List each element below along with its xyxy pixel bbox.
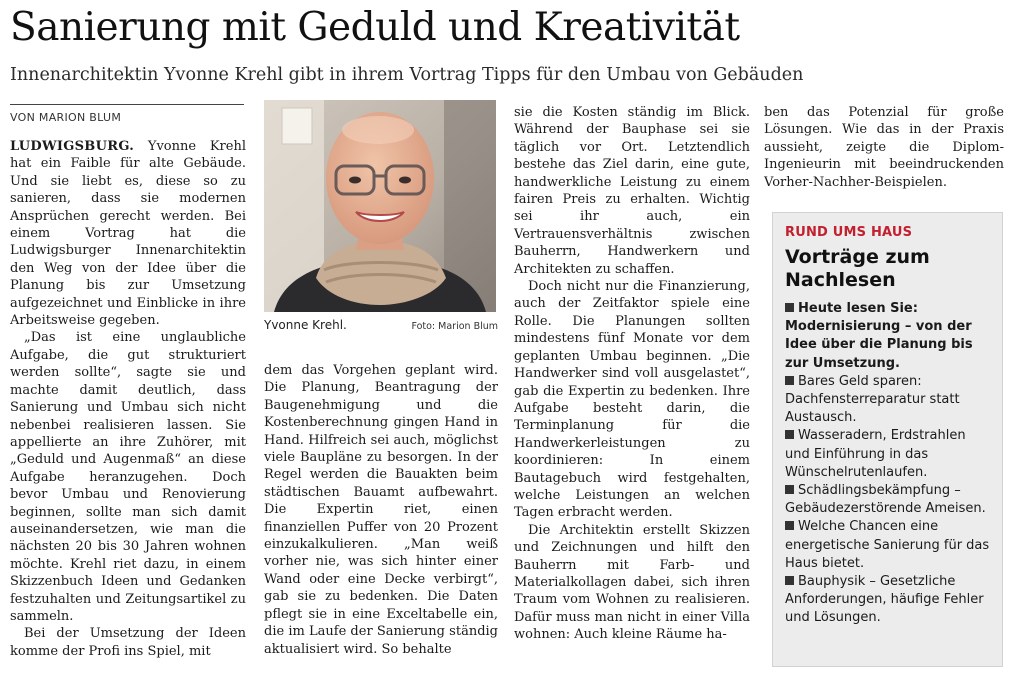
paragraph: Bei der Umsetzung der Ideen komme der Profi ins Spiel, mit — [10, 626, 246, 659]
paragraph — [10, 138, 246, 329]
text-column-4 — [764, 104, 1004, 191]
text-column-2 — [264, 362, 498, 658]
sidebar-list-item — [785, 373, 990, 428]
portrait-photo — [264, 100, 496, 312]
paragraph: dem das Vorgehen geplant wird. Die Planung, Beantragung der Baugenehmigung und die Kostenberechnung gingen Hand in Hand. Hilfreich sei auch, möglichst viele Baupläne zu besorgen. In der Regel werden die Bauakten beim städtischen Bauamt aufbewahrt. Die Expertin riet, einen finanziellen Puffer von 20 Prozent einzukalkulieren. „Man weiß vorher nie, was sich hinter einer Wand oder eine Decke verbirgt“, gab sie zu bedenken. Die Daten pflegt sie in eine Exceltabelle ein, die im Laufe der Sanierung ständig aktualisiert wird. So behalte — [264, 363, 498, 657]
paragraph: ben das Potenzial für große Lösungen. Wie das in der Praxis aussieht, zeigte die Diplom-Ingenieurin mit beeindruckenden Vorher-Nachher-Beispielen. — [764, 105, 1004, 190]
square-bullet-icon — [785, 376, 794, 385]
sidebar-item-text: Wasseradern, Erdstrahlen und Einführung in das Wünschelrutenlaufen. — [785, 428, 966, 480]
sidebar-title: Vorträge zum Nachlesen — [785, 246, 930, 291]
square-bullet-icon — [785, 430, 794, 439]
sidebar-item-text: Heute lesen Sie: Modernisierung – von der Idee über die Planung bis zur Umsetzung. — [785, 301, 973, 371]
portrait-image — [264, 100, 496, 312]
sidebar-box — [772, 212, 1003, 667]
paragraph-text: Yvonne Krehl hat ein Faible für alte Gebäude. Und sie liebt es, diese so zu sanieren, dass sie modernen Ansprüchen gerecht werden. Bei einem Vortrag hat die Ludwigsburger Innenarchitektin den Weg von der Idee über die Planung bis zur Umsetzung aufgezeichnet und Einblicke in ihre Arbeitsweise gegeben. — [10, 139, 246, 329]
sidebar-list-item — [785, 573, 990, 628]
sidebar-item-text: Bares Geld sparen: Dachfensterreparatur statt Austausch. — [785, 373, 960, 426]
sidebar-item-text: Welche Chancen eine energetische Sanierung für das Haus bietet. — [785, 519, 990, 571]
sidebar-list-item — [785, 300, 990, 373]
article-byline: VON MARION BLUM — [10, 104, 244, 124]
article-headline: Sanierung mit Geduld und Kreativität — [10, 5, 740, 50]
sidebar-list-item — [785, 482, 990, 518]
caption-text: Yvonne Krehl. — [264, 318, 347, 332]
sidebar-list-item — [785, 427, 990, 482]
paragraph: „Das ist eine unglaubliche Aufgabe, die gut strukturiert werden sollte“, sagte sie und machte damit deutlich, dass Sanierung und Umbau sich nicht nebenbei realisieren lassen. Sie appellierte an ihre Zuhörer, mit „Geduld und Augenmaß“ an diese Aufgabe heranzugehen. Doch bevor Umbau und Renovierung beginnen, sollte man sich damit auseinandersetzen, wie man die nächsten 20 bis 30 Jahren wohnen möchte. Krehl riet dazu, in einem Skizzenbuch Ideen und Gedanken festzuhalten und Zeitungsartikel zu sammeln. — [10, 330, 246, 624]
dateline: LUDWIGSBURG. — [10, 139, 135, 154]
sidebar-list — [785, 300, 990, 628]
paragraph: sie die Kosten ständig im Blick. Während der Bauphase sei sie täglich vor Ort. Letztendlich bestehe das Ziel darin, eine gute, handwerkliche Leistung zu einem fairen Preis zu erhalten. Wichtig sei ihr auch, ein Vertrauensverhältnis zwischen Bauherrn, Handwerkern und Architekten zu schaffen. — [514, 105, 750, 277]
paragraph: Doch nicht nur die Finanzierung, auch der Zeitfaktor spiele eine Rolle. Die Planungen sollten mindestens fünf Monate vor dem geplanten Umbau beginnen. „Die Handwerker sind voll ausgelastet“, gab die Expertin zu bedenken. Ihre Aufgabe besteht darin, die Terminplanung für die Handwerkerleistungen zu koordinieren: In einem Bautagebuch wird festgehalten, welche Leistungen an welchen Tagen erbracht werden. — [514, 279, 750, 521]
square-bullet-icon — [785, 303, 794, 312]
photo-caption — [264, 318, 498, 332]
text-column-1 — [10, 138, 246, 660]
sidebar-list-item — [785, 518, 990, 573]
paragraph: Die Architektin erstellt Skizzen und Zeichnungen und hilft den Bauherrn mit Farb- und Materialkollagen dabei, sich ihren Traum vom Wohnen zu realisieren. Dafür muss man nicht in einer Villa wohnen: Auch kleine Räume ha- — [514, 522, 750, 643]
sidebar-kicker: RUND UMS HAUS — [785, 225, 913, 240]
square-bullet-icon — [785, 576, 794, 585]
photo-credit: Foto: Marion Blum — [411, 321, 498, 332]
square-bullet-icon — [785, 485, 794, 494]
sidebar-item-text: Schädlingsbekämpfung – Gebäudezerstörende Ameisen. — [785, 483, 986, 517]
sidebar-item-text: Bauphysik – Gesetzliche Anforderungen, häufige Fehler und Lösungen. — [785, 574, 984, 626]
article-subheadline: Innenarchitektin Yvonne Krehl gibt in ihrem Vortrag Tipps für den Umbau von Gebäuden — [10, 65, 804, 85]
square-bullet-icon — [785, 521, 794, 530]
text-column-3 — [514, 104, 750, 644]
